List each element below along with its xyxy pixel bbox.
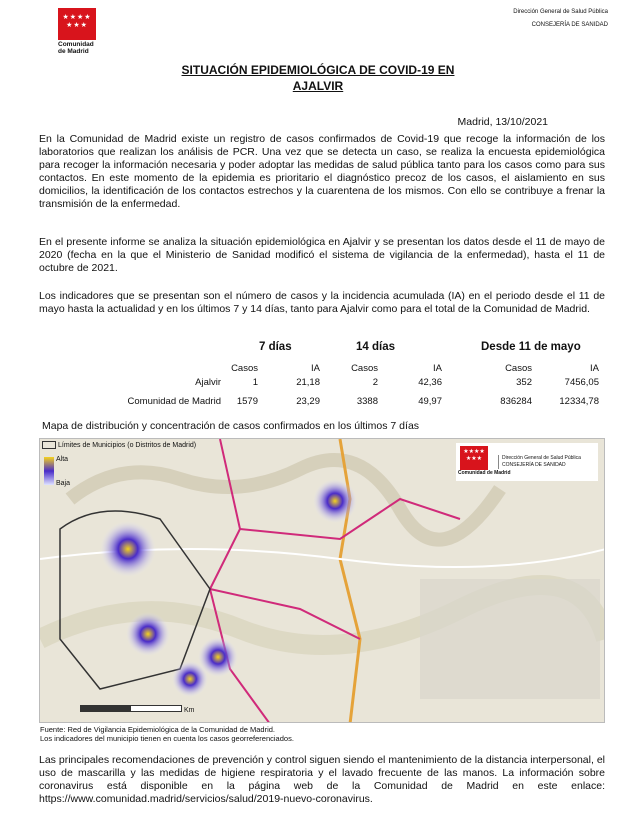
table-header-casos: Casos — [231, 363, 258, 374]
table-cell: 1579 — [236, 396, 258, 407]
table-group-14d: 14 días — [356, 341, 395, 353]
logo-name-line2: de Madrid — [58, 48, 89, 55]
table-header-casos: Casos — [351, 363, 378, 374]
heat-spot — [313, 479, 357, 523]
map-logo-stars-icon: ★★★★ ★★★ — [460, 446, 488, 470]
table-cell: 12334,78 — [559, 396, 599, 407]
table-cell: 7456,05 — [564, 377, 599, 388]
urban-area — [420, 579, 600, 699]
logo-red-box — [58, 8, 96, 40]
logo-stars-icon: ★★★★ ★★★ — [62, 14, 92, 29]
legend-limits-row — [42, 441, 196, 450]
boundary-swatch-icon — [42, 441, 56, 449]
legend-limits-label: Límites de Municipios (o Distritos de Madrid) — [58, 442, 197, 449]
header-org — [513, 6, 608, 32]
map-legend — [42, 441, 197, 487]
map-base-svg — [40, 439, 605, 723]
table-header-ia: IA — [311, 363, 320, 374]
heat-map — [39, 438, 605, 723]
map-title: Mapa de distribución y concentración de casos confirmados en los últimos 7 días — [42, 420, 420, 432]
table-group-since-may: Desde 11 de mayo — [481, 341, 581, 353]
paragraph-scope: En el presente informe se analiza la situación epidemiológica en Ajalvir y se presentan los datos desde el 11 de mayo de 2020 (fecha en la que el Ministerio de Sanidad modificó el sistema de vigilancia de la enfermedad), hasta el 11 de octubre de 2021. — [39, 236, 605, 274]
table-cell: 23,29 — [296, 396, 320, 407]
map-logo-name: Comunidad de Madrid — [458, 470, 511, 476]
title-line2: AJALVIR — [292, 79, 344, 93]
table-group-7d: 7 días — [259, 341, 292, 353]
table-cell: 3388 — [356, 396, 378, 407]
source-note — [40, 725, 294, 743]
table-cell: 42,36 — [418, 377, 442, 388]
heat-spot — [100, 521, 156, 577]
source-line1: Fuente: Red de Vigilancia Epidemiológica de la Comunidad de Madrid. — [40, 725, 276, 734]
org-line1: Dirección General de Salud Pública — [513, 9, 608, 15]
density-gradient-swatch — [44, 457, 54, 485]
comunidad-madrid-logo — [58, 8, 100, 55]
table-row-label: Ajalvir — [195, 377, 221, 388]
paragraph-indicators: Los indicadores que se presentan son el número de casos y la incidencia acumulada (IA) en el periodo desde el 11 de mayo hasta la actualidad y en los últimos 7 y 14 días, tanto para Ajalvir como para el total de la Comunidad de Madrid. — [39, 290, 605, 315]
report-date: Madrid, 13/10/2021 — [457, 116, 548, 128]
table-cell: 352 — [516, 377, 532, 388]
table-header-ia: IA — [590, 363, 599, 374]
page-title — [0, 62, 636, 94]
scale-label: Km — [184, 707, 195, 714]
heat-spot — [198, 637, 238, 677]
legend-high-label: Alta — [56, 456, 69, 463]
map-logo — [456, 443, 598, 481]
legend-low-label: Baja — [56, 480, 71, 487]
table-row-label: Comunidad de Madrid — [127, 396, 221, 407]
logo-name-line1: Comunidad — [58, 41, 94, 48]
table-cell: 1 — [252, 377, 258, 388]
source-line2: Los indicadores del municipio tienen en cuenta los casos georreferenciados. — [40, 734, 294, 743]
title-line1: SITUACIÓN EPIDEMIOLÓGICA DE COVID-19 EN — [181, 63, 455, 77]
table-cell: 49,97 — [418, 396, 442, 407]
table-cell: 2 — [372, 377, 378, 388]
table-header-casos: Casos — [505, 363, 532, 374]
map-logo-org2: CONSEJERÍA DE SANIDAD — [502, 462, 566, 468]
table-header-ia: IA — [433, 363, 442, 374]
org-line2: CONSEJERÍA DE SANIDAD — [531, 22, 608, 28]
heat-spot — [126, 612, 170, 656]
paragraph-recommendations: Las principales recomendaciones de prevención y control siguen siendo el mantenimiento de la distancia interpersonal, el uso de mascarilla y las medidas de higiene respiratoria y el lavado frecuente de las manos. La información sobre coronavirus está disponible en la página web de la Comunidad de Madrid en este enlace: https://www.comunidad.madrid/servicios/salud/2019-nuevo-coronavirus. — [39, 754, 605, 805]
scale-bar — [80, 705, 182, 712]
map-logo-org1: Dirección General de Salud Pública — [502, 455, 581, 461]
table-cell: 836284 — [500, 396, 532, 407]
paragraph-intro: En la Comunidad de Madrid existe un registro de casos confirmados de Covid-19 que recoge la información de los laboratorios que realizan los análisis de PCR. Una vez que se detecta un caso, se realiza la encuesta epidemiológica para recoger la información necesaria y poder adoptar las medidas de salud pública tanto para los casos como para sus contactos. En este momento de la epidemia es prioritario el diagnóstico precoz de los casos, el aislamiento en sus domicilios, la identificación de los contactos estrechos y la cuarentena de los mismos. Con ello se contribuye a frenar la transmisión de la enfermedad. — [39, 133, 605, 210]
table-cell: 21,18 — [296, 377, 320, 388]
